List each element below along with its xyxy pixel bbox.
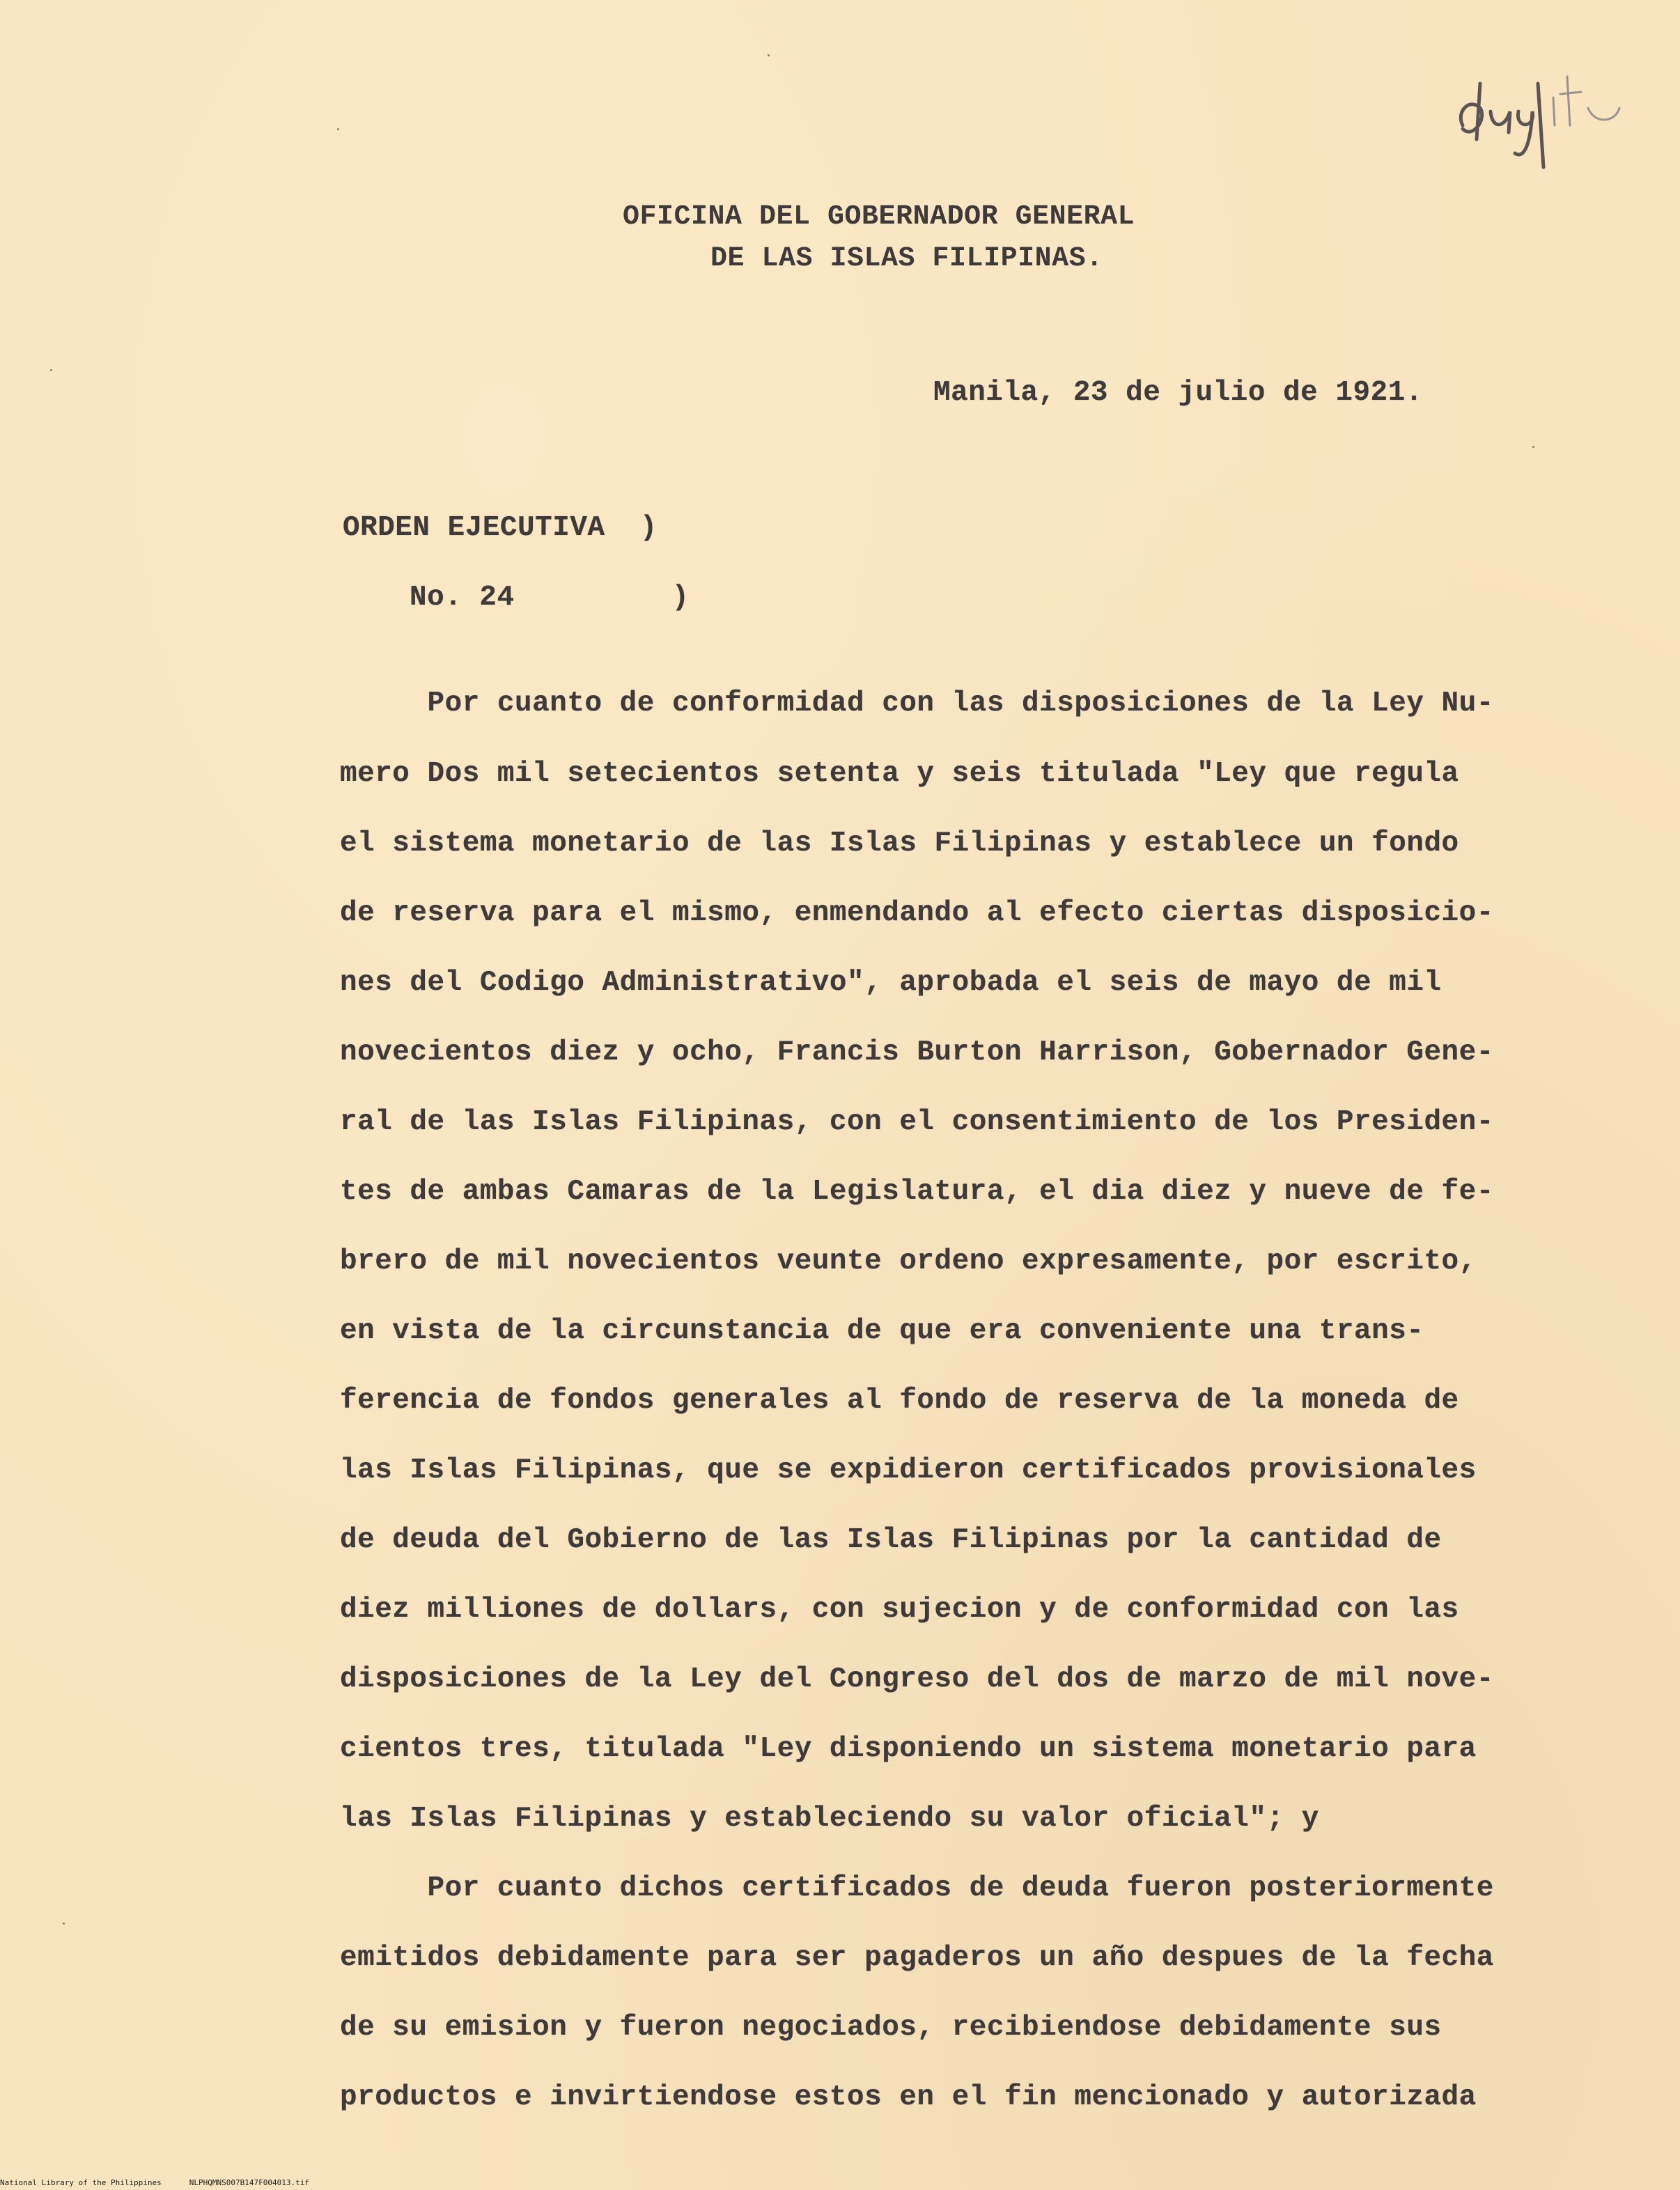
body-line: de deuda del Gobierno de las Islas Filipinas por la cantidad de	[340, 1524, 1442, 1556]
body-line: novecientos diez y ocho, Francis Burton Harrison, Gobernador Gene-	[340, 1036, 1494, 1069]
dateline: Manila, 23 de julio de 1921.	[933, 377, 1423, 409]
body-line: en vista de la circunstancia de que era conveniente una trans-	[340, 1315, 1424, 1347]
body-line: Por cuanto de conformidad con las disposiciones de la Ley Nu-	[340, 688, 1494, 720]
scan-footer	[0, 2176, 1680, 2190]
body-line: el sistema monetario de las Islas Filipinas y establece un fondo	[340, 828, 1459, 860]
paper-speck	[50, 369, 52, 371]
body-line: ferencia de fondos generales al fondo de reserva de la moneda de	[340, 1385, 1459, 1417]
order-title: ORDEN EJECUTIVA )	[343, 512, 658, 544]
paper-speck	[768, 54, 770, 56]
body-line: las Islas Filipinas y estableciendo su valor oficial"; y	[340, 1803, 1319, 1835]
body-line: emitidos debidamente para ser pagaderos un año despues de la fecha	[340, 1942, 1494, 1974]
body-line: diez milliones de dollars, con sujecion y de conformidad con las	[340, 1594, 1459, 1626]
footer-file: NLPHQMNS007B147F004013.tif	[189, 2178, 309, 2187]
body-line: de reserva para el mismo, enmendando al efecto ciertas disposicio-	[340, 897, 1494, 929]
paper-speck	[63, 1923, 65, 1925]
body-line: Por cuanto dichos certificados de deuda fueron posteriormente	[340, 1872, 1494, 1904]
body-line: disposiciones de la Ley del Congreso del dos de marzo de mil nove-	[340, 1663, 1494, 1695]
body-line: de su emision y fueron negociados, recibiendose debidamente sus	[340, 2012, 1442, 2044]
body-line: ral de las Islas Filipinas, con el consentimiento de los Presiden-	[340, 1106, 1494, 1138]
body-line: brero de mil novecientos veunte ordeno expresamente, por escrito,	[340, 1245, 1477, 1278]
footer-library: National Library of the Philippines	[0, 2178, 162, 2187]
handwritten-annotation	[1449, 42, 1630, 174]
body-line: productos e invirtiendose estos en el fin mencionado y autorizada	[340, 2081, 1477, 2113]
order-number: No. 24 )	[410, 582, 690, 614]
body-line: las Islas Filipinas, que se expidieron certificados provisionales	[340, 1454, 1477, 1486]
body-line: tes de ambas Camaras de la Legislatura, el dia diez y nueve de fe-	[340, 1176, 1494, 1208]
paper-speck	[337, 128, 339, 130]
office-title-line1: OFICINA DEL GOBERNADOR GENERAL	[623, 201, 1135, 233]
office-title-line2: DE LAS ISLAS FILIPINAS.	[710, 243, 1103, 274]
paper-speck	[1532, 446, 1534, 448]
body-line: nes del Codigo Administrativo", aprobada el seis de mayo de mil	[340, 967, 1442, 999]
body-line: mero Dos mil setecientos setenta y seis titulada "Ley que regula	[340, 758, 1459, 790]
body-line: cientos tres, titulada "Ley disponiendo un sistema monetario para	[340, 1733, 1477, 1765]
